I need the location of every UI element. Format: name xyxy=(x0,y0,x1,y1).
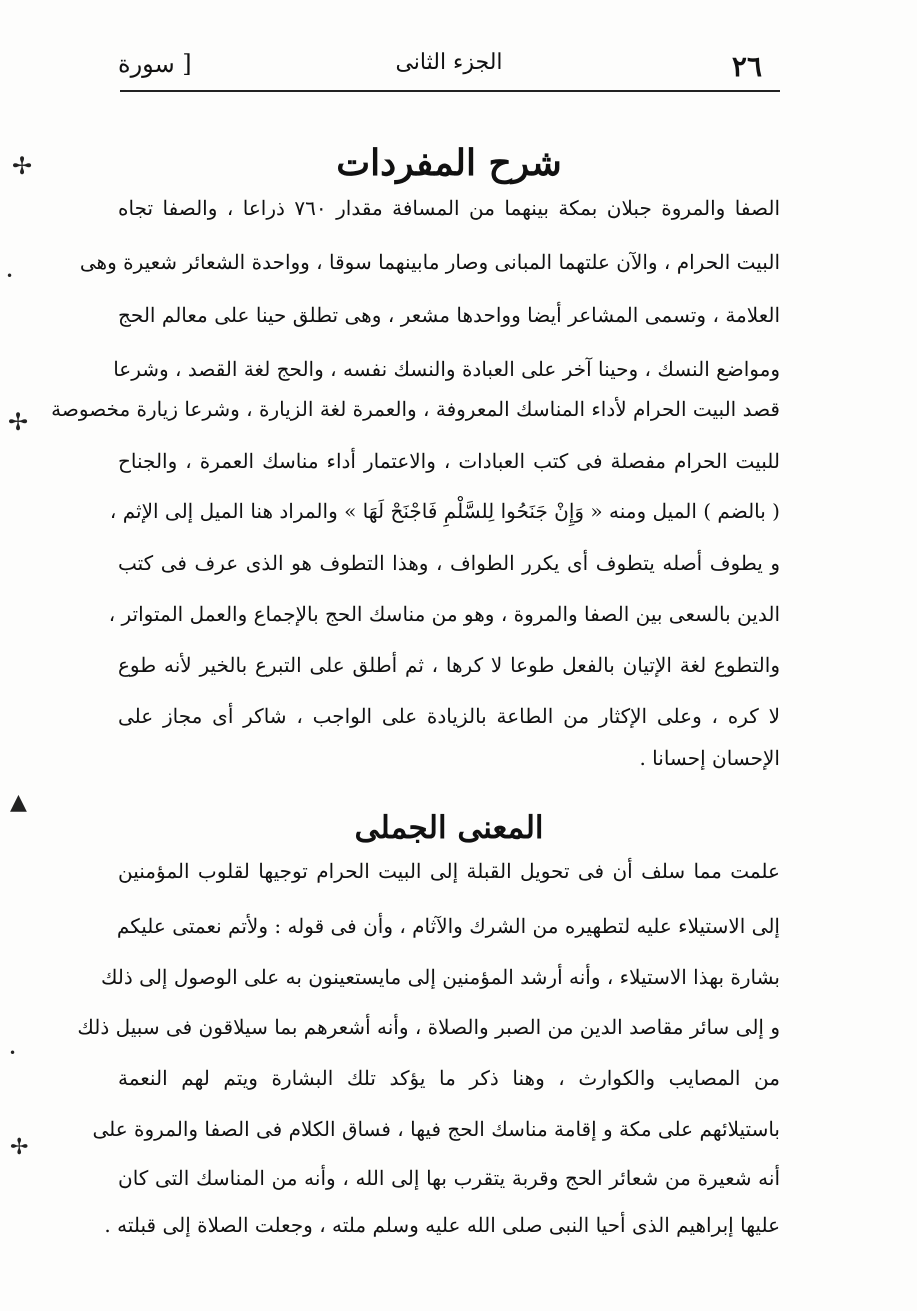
part-title: الجزء الثانى xyxy=(395,50,503,75)
summary-line: إلى الاستيلاء عليه لتطهيره من الشرك والآثام ، وأن فى قوله : ولأتم نعمتى عليكم xyxy=(116,914,780,938)
summary-line: و إلى سائر مقاصد الدين من الصبر والصلاة ، وأنه أشعرهم بما سيلاقون فى سبيل ذلك xyxy=(77,1015,780,1039)
scan-mark-icon: ▲ xyxy=(10,790,27,815)
vocabulary-line: قصد البيت الحرام لأداء المناسك المعروفة ، والعمرة لغة الزيارة ، وشرعا زيارة مخصوصة xyxy=(51,397,780,421)
scan-dot-icon: • xyxy=(9,1046,17,1060)
scan-mark-icon: ✢ xyxy=(10,1135,29,1160)
running-header xyxy=(118,42,780,90)
vocabulary-line: و يطوف أصله يتطوف أى يكرر الطواف ، وهذا التطوف هو الذى عرف فى كتب xyxy=(118,551,780,575)
vocabulary-line: الصفا والمروة جبلان بمكة بينهما من المسافة مقدار ٧٦٠ ذراعا ، والصفا تجاه xyxy=(118,196,780,220)
summary-line: عليها إبراهيم الذى أحيا النبى صلى الله عليه وسلم ملته ، وجعلت الصلاة إلى قبلته . xyxy=(104,1213,780,1237)
vocabulary-line: الدين بالسعى بين الصفا والمروة ، وهو من مناسك الحج بالإجماع والعمل المتواتر ، xyxy=(108,602,780,626)
vocabulary-line: ( بالضم ) الميل ومنه « وَإِنْ جَنَحُوا لِلسَّلْمِ فَاجْنَحْ لَهَا » والمراد هنا الميل إلى الإثم ، xyxy=(109,499,780,523)
scan-mark-icon: ✢ xyxy=(8,408,29,436)
summary-line: باستيلائهم على مكة و إقامة مناسك الحج فيها ، فساق الكلام فى الصفا والمروة على xyxy=(92,1117,780,1141)
header-divider xyxy=(120,90,780,92)
scan-mark-icon: ✢ xyxy=(12,152,33,180)
vocabulary-line: لا كره ، وعلى الإكثار من الطاعة بالزيادة على الواجب ، شاكر أى مجاز على xyxy=(118,704,780,728)
surah-label: [ سورة xyxy=(118,50,192,78)
vocabulary-line: البيت الحرام ، والآن علتهما المبانى وصار مابينهما سوقا ، وواحدة الشعائر شعيرة وهى xyxy=(79,250,780,274)
vocabulary-heading: شرح المفردات xyxy=(336,142,562,185)
vocabulary-line: والتطوع لغة الإتيان بالفعل طوعا لا كرها ، ثم أطلق على التبرع بالخير لأنه طوع xyxy=(118,653,780,677)
scan-dot-icon: • xyxy=(6,269,14,283)
vocabulary-line: ومواضع النسك ، وحينا آخر على العبادة والنسك نفسه ، والحج لغة القصد ، وشرعا xyxy=(113,357,780,381)
page-number: ٢٦ xyxy=(731,50,762,83)
summary-line: أنه شعيرة من شعائر الحج وقربة يتقرب بها إلى الله ، وأنه من المناسك التى كان xyxy=(118,1166,780,1190)
summary-heading: المعنى الجملى xyxy=(354,809,544,846)
summary-line: علمت مما سلف أن فى تحويل القبلة إلى البيت الحرام توجيها لقلوب المؤمنين xyxy=(118,859,780,883)
vocabulary-line: الإحسان إحسانا . xyxy=(639,746,780,770)
vocabulary-line: العلامة ، وتسمى المشاعر أيضا وواحدها مشعر ، وهى تطلق حينا على معالم الحج xyxy=(118,303,780,327)
summary-line: بشارة بهذا الاستيلاء ، وأنه أرشد المؤمنين إلى مايستعينون به على الوصول إلى ذلك xyxy=(100,965,780,989)
summary-line: من المصايب والكوارث ، وهنا ذكر ما يؤكد تلك البشارة ويتم لهم النعمة xyxy=(118,1066,780,1090)
vocabulary-line: للبيت الحرام مفصلة فى كتب العبادات ، والاعتمار أداء مناسك العمرة ، والجناح xyxy=(118,449,780,473)
